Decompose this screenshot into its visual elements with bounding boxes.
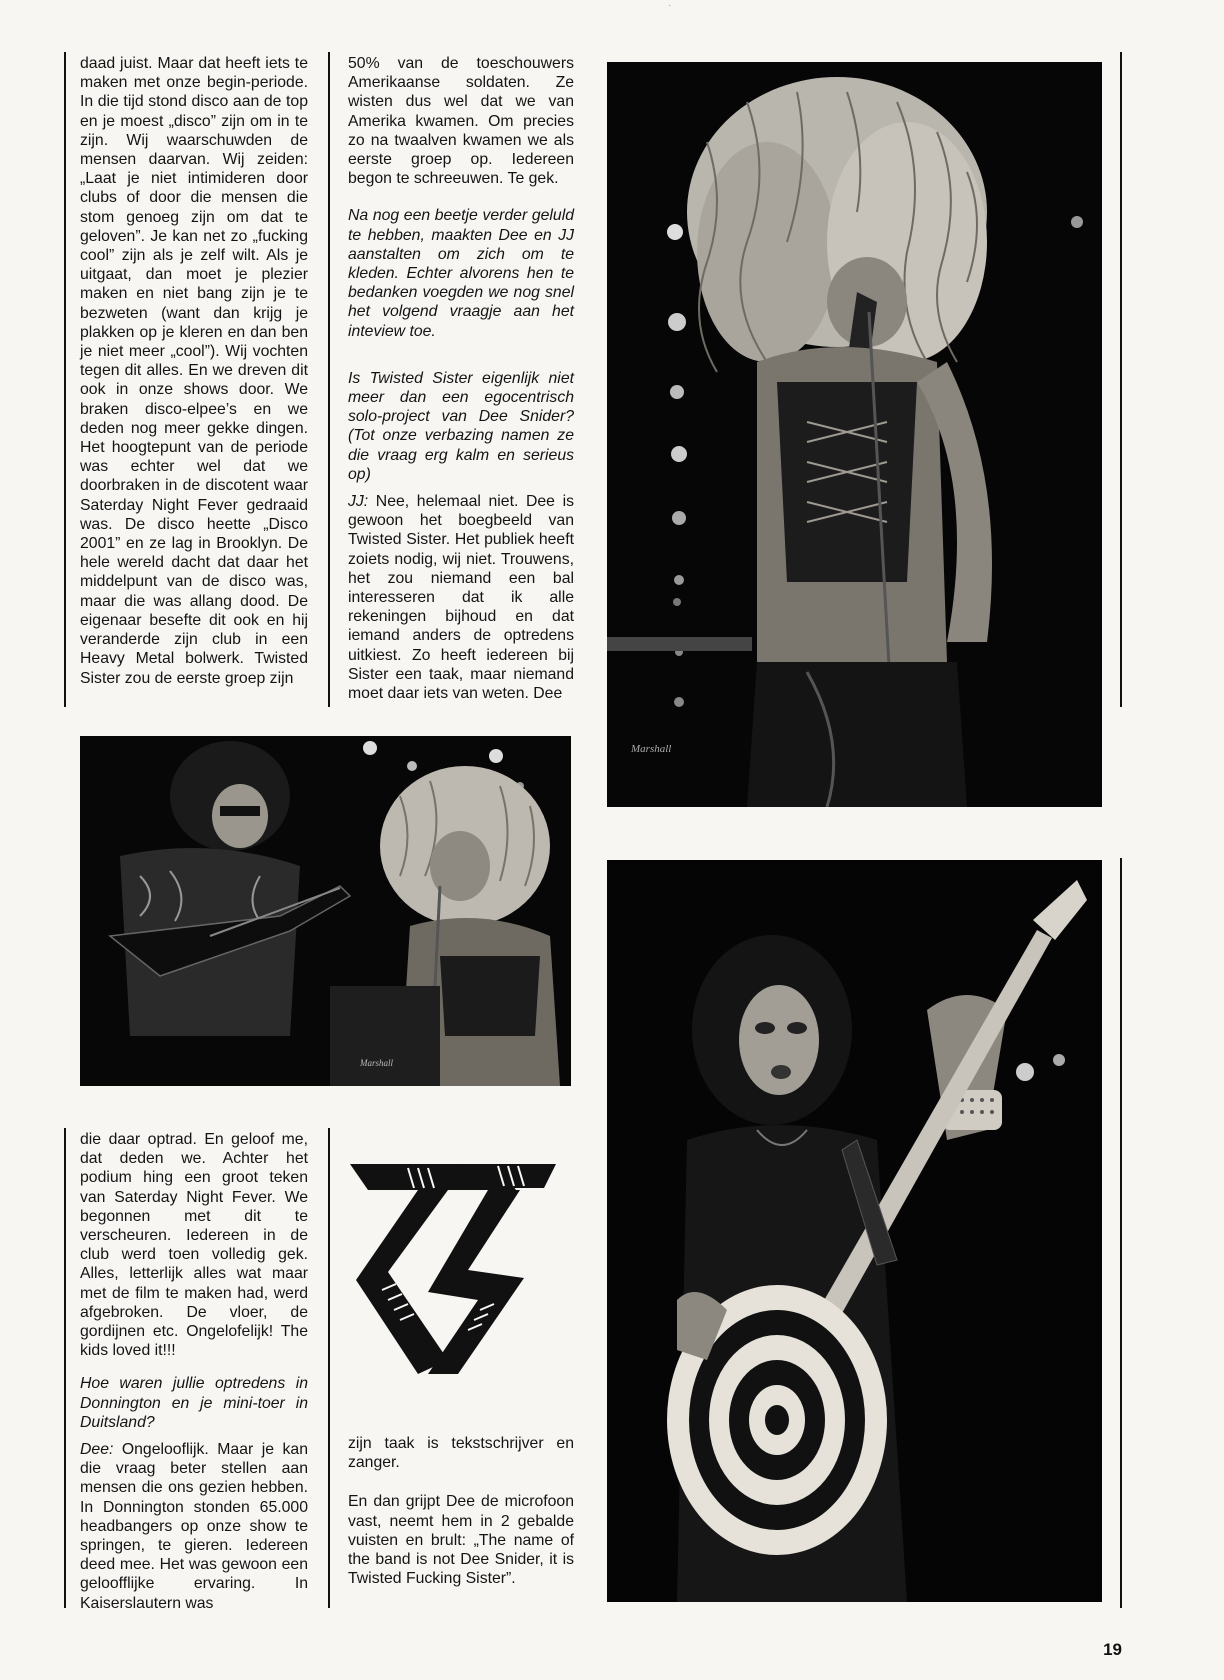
- amp-brand-label: Marshall: [631, 743, 672, 755]
- paragraph: daad juist. Maar dat heeft iets te maken met onze begin-periode. In die tijd stond disco aan de top en je moest „disco” zijn om in te zijn. Wij waarschuwden de mensen daarvan. Wij zeiden: „Laat je niet intimideren door clubs of door die mensen die stom genoeg zijn om dat te geloven”. Je kan net zo „fucking cool” zijn als je zelf wilt. Als je uitgaat, dan moet je plezier maken en niet bang zijn je te bezweten (want dan krijg je plakken op je kleren en dan ben je niet meer „cool”). Wij vochten tegen dit alles. En we dreven dit ook in onze shows door. We braken disco-elpee’s en we deden nog meer gekke dingen. Het hoogtepunt van de periode was echter wel dat we doorbraken in de discotent waar Saterday Night Fever gedraaid was. De disco heette „Disco 2001” en ze lag in Brooklyn. De hele wereld dacht dat daar het middelpunt van de disco was, maar die was allang dood. De eigenaar besefte dit ook en hij veranderde zijn club in een Heavy Metal bolwerk. Twisted Sister zou de eerste groep zijn: [80, 55, 308, 687]
- column-rule-right-bottom: [1120, 858, 1122, 1608]
- photo-guitarist-and-singer: [80, 736, 571, 1086]
- article-column-1-bottom: [80, 1130, 308, 1627]
- amp-brand-label: Marshall: [360, 1058, 394, 1068]
- column-rule-mid-top: [328, 52, 330, 707]
- speaker-label: JJ:: [348, 493, 369, 511]
- twisted-sister-logo: [348, 1160, 558, 1380]
- answer-text: Nee, helemaal niet. Dee is gewoon het boegbeeld van Twisted Sister. Het publiek heeft zoiets nodig, wij niet. Trouwens, het zou niemand een bal interesseren dat ik alle rekeningen bijhoud en dat iemand anders de optredens uitkiest. Zo heeft iedereen bij Sister een taak, maar niemand moet daar iets van weten. Dee: [348, 493, 574, 703]
- paragraph: zijn taak is tekstschrijver en zanger.: [348, 1435, 574, 1472]
- column-rule-left-top: [64, 52, 66, 707]
- paragraph: En dan grijpt Dee de microfoon vast, neemt hem in 2 gebalde vuisten en brult: „The name of the band is not Dee Snider, it is Twisted Fucking Sister”.: [348, 1493, 574, 1588]
- speaker-label: Dee:: [80, 1441, 114, 1459]
- interview-question: Is Twisted Sister eigenlijk niet meer dan een egocentrisch solo-project van Dee Snider? (Tot onze verbazing namen ze die vraag erg kalm en serieus op): [348, 369, 574, 483]
- column-rule-right-top: [1120, 52, 1122, 707]
- interview-question: Hoe waren jullie optredens in Donnington en je mini-toer in Duitsland?: [80, 1375, 308, 1431]
- answer-text: Ongelooflijk. Maar je kan die vraag beter stellen aan mensen die ons gezien hebben. In Donnington stonden 65.000 headbangers op onze show te springen, te gieren. Iedereen deed mee. Het was gewoon een geloofflijke ervaring. In Kaiserslautern was: [80, 1441, 308, 1612]
- photo-singer-with-microphone: [607, 62, 1102, 807]
- paragraph: die daar optrad. En geloof me, dat deden we. Achter het podium hing een groot teken van Saterday Night Fever. We begonnen met dit te verscheuren. Iedereen in de club werd toen volledig gek. Alles, letterlijk alles wat maar met de film te maken had, werd afgebroken. De vloer, de gordijnen etc. Ongelofelijk! The kids loved it!!!: [80, 1131, 308, 1360]
- column-rule-left-bottom: [64, 1128, 66, 1608]
- interview-answer: [348, 492, 574, 703]
- article-column-1-top: [80, 54, 308, 702]
- scan-mark: ·: [668, 0, 764, 11]
- interview-answer: [80, 1440, 308, 1613]
- photo-guitarist-with-bullseye-guitar: [607, 860, 1102, 1602]
- article-column-2-bottom: [348, 1434, 574, 1602]
- page-number: 19: [1103, 1640, 1122, 1659]
- column-rule-mid-bottom: [328, 1128, 330, 1608]
- interviewer-note: Na nog een beetje verder geluld te hebben, maakten Dee en JJ aanstalten om zich om te kleden. Echter alvorens hen te bedanken voegden we nog snel het volgend vraagje aan het inteview toe.: [348, 207, 574, 340]
- article-column-2-top: [348, 54, 574, 717]
- paragraph: 50% van de toeschouwers Amerikaanse soldaten. Ze wisten dus wel dat we van Amerika kwamen. Om precies zo na twaalven kwamen we als eerste groep op. Iedereen begon te schreeuwen. Te gek.: [348, 55, 574, 188]
